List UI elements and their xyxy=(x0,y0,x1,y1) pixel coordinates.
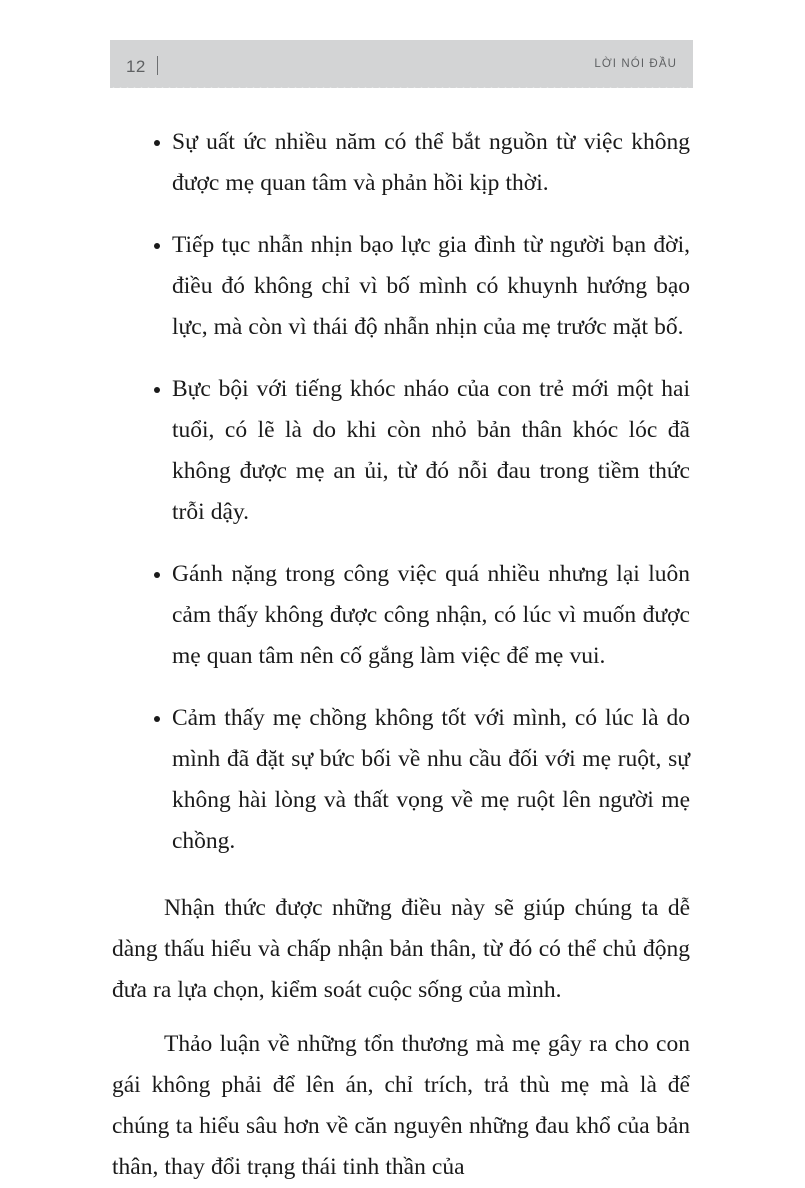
list-item xyxy=(112,122,690,204)
list-item xyxy=(112,698,690,862)
list-item-text: Bực bội với tiếng khóc nháo của con trẻ mới một hai tuổi, có lẽ là do khi còn nhỏ bản thân khóc lóc đã không được mẹ an ủi, từ đó nỗi đau trong tiềm thức trỗi dậy. xyxy=(172,376,690,525)
folio-divider xyxy=(157,56,158,75)
list-item xyxy=(112,225,690,348)
list-item xyxy=(112,369,690,533)
list-item-text: Gánh nặng trong công việc quá nhiều nhưng lại luôn cảm thấy không được công nhận, có lúc vì muốn được mẹ quan tâm nên cố gắng làm việc để mẹ vui. xyxy=(172,561,690,669)
bullet-dot-icon xyxy=(154,387,160,393)
insight-bullet-list xyxy=(112,122,690,862)
page-content xyxy=(112,122,690,1188)
body-paragraphs xyxy=(112,888,690,1188)
running-header xyxy=(110,40,693,88)
bullet-dot-icon xyxy=(154,140,160,146)
list-item-text: Sự uất ức nhiều năm có thể bắt nguồn từ việc không được mẹ quan tâm và phản hồi kịp thời. xyxy=(172,129,690,196)
bullet-dot-icon xyxy=(154,243,160,249)
header-perforated-edge xyxy=(110,84,693,91)
list-item xyxy=(112,554,690,677)
folio-group xyxy=(126,53,158,75)
bullet-dot-icon xyxy=(154,572,160,578)
paragraph: Nhận thức được những điều này sẽ giúp chúng ta dễ dàng thấu hiểu và chấp nhận bản thân, từ đó có thể chủ động đưa ra lựa chọn, kiểm soát cuộc sống của mình. xyxy=(112,895,690,1003)
running-title: LỜI NÓI ĐẦU xyxy=(594,58,677,70)
bullet-dot-icon xyxy=(154,716,160,722)
paragraph: Thảo luận về những tổn thương mà mẹ gây ra cho con gái không phải để lên án, chỉ trích, trả thù mẹ mà là để chúng ta hiểu sâu hơn về căn nguyên những đau khổ của bản thân, thay đổi trạng thái tinh thần của xyxy=(112,1031,690,1180)
page-number: 12 xyxy=(126,57,146,76)
list-item-text: Tiếp tục nhẫn nhịn bạo lực gia đình từ người bạn đời, điều đó không chỉ vì bố mình có khuynh hướng bạo lực, mà còn vì thái độ nhẫn nhịn của mẹ trước mặt bố. xyxy=(172,232,690,340)
list-item-text: Cảm thấy mẹ chồng không tốt với mình, có lúc là do mình đã đặt sự bức bối về nhu cầu đối với mẹ ruột, sự không hài lòng và thất vọng về mẹ ruột lên người mẹ chồng. xyxy=(172,705,690,854)
